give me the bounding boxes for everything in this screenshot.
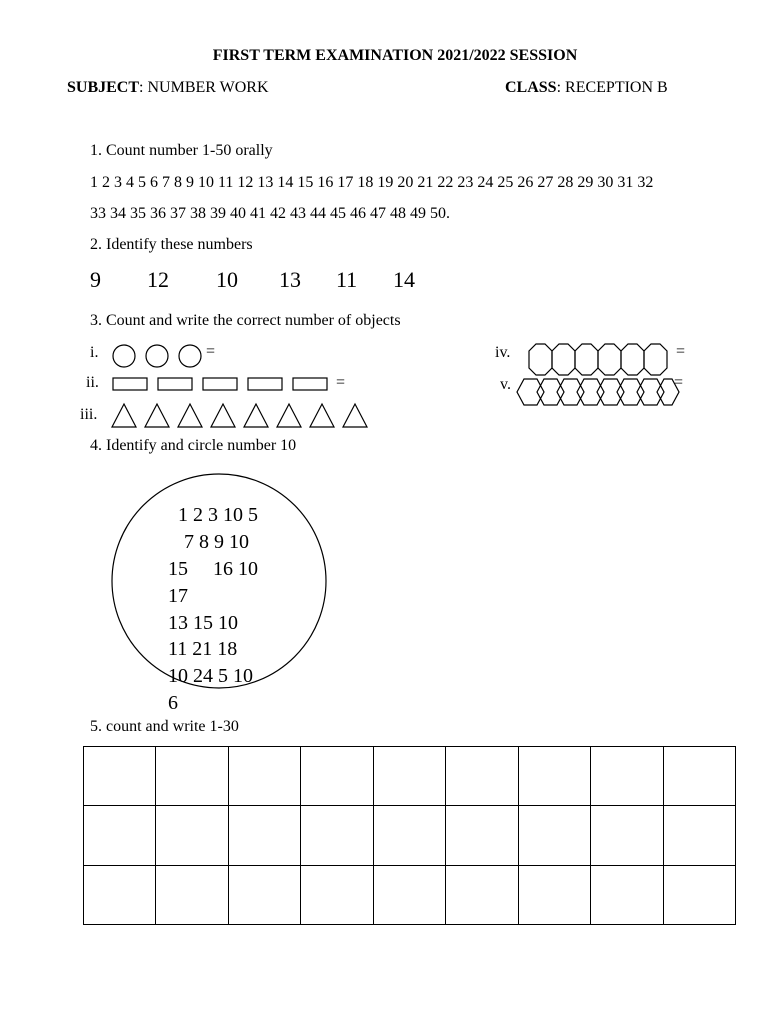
octagon-shape (552, 344, 575, 375)
answer-cell[interactable] (518, 806, 590, 865)
answer-cell[interactable] (156, 865, 228, 924)
q3-row-label: v. (500, 376, 511, 393)
q2-number: 14 (393, 267, 415, 292)
answer-cell[interactable] (591, 806, 663, 865)
answer-cell[interactable] (663, 865, 736, 924)
equals-sign: = (676, 343, 686, 360)
circle-number-line: 11 21 18 (168, 638, 238, 660)
equals-sign: = (206, 343, 216, 360)
answer-cell[interactable] (228, 747, 300, 806)
circle-shape (113, 345, 135, 367)
hexagon-shape (557, 379, 584, 405)
answer-cell[interactable] (84, 806, 156, 865)
q3-row-label: iv. (495, 344, 511, 361)
triangles-group (110, 401, 380, 431)
answer-cell[interactable] (591, 865, 663, 924)
triangle-shape (178, 404, 202, 427)
answer-cell[interactable] (663, 747, 736, 806)
triangle-shape (244, 404, 268, 427)
hexagon-shape (617, 379, 644, 405)
answer-cell[interactable] (591, 747, 663, 806)
answer-cell[interactable] (373, 865, 445, 924)
subject-value: : NUMBER WORK (139, 79, 269, 96)
q2-number: 11 (336, 267, 358, 292)
circle-number-line: 6 (168, 692, 178, 714)
q1-numbers-line2: 33 34 35 36 37 38 39 40 41 42 43 44 45 46 47 48 49 50. (90, 205, 450, 222)
hexagon-shape (537, 379, 564, 405)
octagon-shape (529, 344, 552, 375)
hexagon-shape (517, 379, 544, 405)
exam-title: FIRST TERM EXAMINATION 2021/2022 SESSION (212, 47, 578, 64)
rectangle-shape (203, 378, 237, 390)
hexagon-shape (637, 379, 664, 405)
answer-cell[interactable] (446, 747, 518, 806)
circle-number-line: 7 8 9 10 (184, 531, 249, 553)
circle-shape (146, 345, 168, 367)
answer-cell[interactable] (446, 806, 518, 865)
octagon-shape (644, 344, 667, 375)
q3-row-label: iii. (80, 406, 98, 423)
answer-cell[interactable] (156, 806, 228, 865)
octagon-shape (598, 344, 621, 375)
answer-cell[interactable] (373, 747, 445, 806)
class-value: : RECEPTION B (556, 79, 668, 96)
q3-question: 3. Count and write the correct number of objects (90, 312, 401, 329)
circles-group (110, 341, 210, 371)
q1-question: 1. Count number 1-50 orally (90, 142, 273, 159)
q5-question: 5. count and write 1-30 (90, 718, 239, 735)
hexagon-shape (597, 379, 624, 405)
hexagons-group (516, 377, 681, 407)
octagons-group (528, 343, 673, 377)
q1-numbers-line1: 1 2 3 4 5 6 7 8 9 10 11 12 13 14 15 16 17 18 19 20 21 22 23 24 25 26 27 28 29 30 31 32 (90, 174, 654, 191)
answer-cell[interactable] (301, 806, 373, 865)
circle-number-line: 10 24 5 10 (168, 665, 253, 687)
rectangles-group (110, 376, 340, 396)
triangle-shape (343, 404, 367, 427)
q2-number: 12 (147, 267, 169, 292)
octagon-shape (575, 344, 598, 375)
triangle-shape (310, 404, 334, 427)
answer-cell[interactable] (228, 865, 300, 924)
answer-cell[interactable] (663, 806, 736, 865)
answer-cell[interactable] (156, 747, 228, 806)
equals-sign: = (336, 374, 346, 391)
rectangle-shape (113, 378, 147, 390)
circle-number-line: 17 (168, 585, 188, 607)
circle-number-line: 13 15 10 (168, 612, 238, 634)
answer-cell[interactable] (518, 747, 590, 806)
grid-row (84, 806, 736, 865)
grid-row (84, 865, 736, 924)
triangle-shape (211, 404, 235, 427)
answer-grid (83, 746, 736, 925)
rectangle-shape (248, 378, 282, 390)
rectangle-shape (158, 378, 192, 390)
grid-row (84, 747, 736, 806)
answer-cell[interactable] (518, 865, 590, 924)
class-line (505, 79, 668, 97)
q2-number: 13 (279, 267, 301, 292)
equals-sign: = (674, 374, 684, 391)
answer-cell[interactable] (446, 865, 518, 924)
circle-number-line: 15 16 10 (168, 558, 258, 580)
q2-question: 2. Identify these numbers (90, 236, 253, 253)
answer-cell[interactable] (301, 747, 373, 806)
subject-line (67, 79, 269, 97)
q2-number: 9 (90, 267, 101, 292)
circle-number-line: 1 2 3 10 5 (178, 504, 258, 526)
q3-row-label: ii. (86, 374, 99, 391)
answer-cell[interactable] (301, 865, 373, 924)
circle-shape (179, 345, 201, 367)
answer-cell[interactable] (373, 806, 445, 865)
q4-question: 4. Identify and circle number 10 (90, 437, 297, 454)
hexagon-shape (577, 379, 604, 405)
answer-cell[interactable] (84, 747, 156, 806)
triangle-shape (277, 404, 301, 427)
triangle-shape (112, 404, 136, 427)
subject-label: SUBJECT (67, 79, 140, 96)
answer-cell[interactable] (84, 865, 156, 924)
rectangle-shape (293, 378, 327, 390)
q2-number: 10 (216, 267, 238, 292)
class-label: CLASS (505, 79, 557, 96)
q3-row-label: i. (90, 344, 99, 361)
answer-cell[interactable] (228, 806, 300, 865)
octagon-shape (621, 344, 644, 375)
triangle-shape (145, 404, 169, 427)
